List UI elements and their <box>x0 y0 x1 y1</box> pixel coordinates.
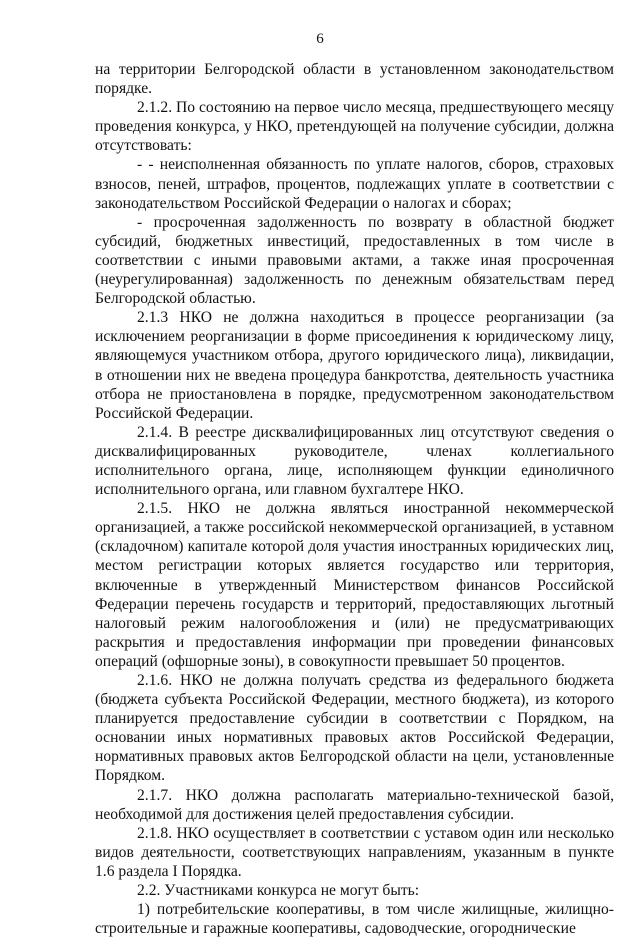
document-body <box>95 60 614 938</box>
paragraph: 2.1.8. НКО осуществляет в соответствии с уставом один или несколько видов деятельности, соответствующих направлениям, указанным в пункте 1.6 раздела I Порядка. <box>95 824 614 880</box>
paragraph: - - неисполненная обязанность по уплате налогов, сборов, страховых взносов, пеней, штрафов, процентов, подлежащих уплате в соответствии с законодательством Российской Федерации о налогах и сборах; <box>95 156 614 212</box>
paragraph: 2.1.4. В реестре дисквалифицированных лиц отсутствуют сведения о дисквалифицированных руководителе, членах коллегиального исполнительного органа, лице, исполняющем функции единоличного исполнительного органа, или главном бухгалтере НКО. <box>95 423 614 499</box>
paragraph: 2.1.6. НКО не должна получать средства из федерального бюджета (бюджета субъекта Российской Федерации, местного бюджета), из которого планируется предоставление субсидии в соответствии с Порядком, на основании иных нормативных правовых актов Российской Федерации, нормативных правовых актов Белгородской области на цели, установленные Порядком. <box>95 672 614 785</box>
paragraph: 2.1.3 НКО не должна находиться в процессе реорганизации (за исключением реорганизации в форме присоединения к юридическому лицу, являющемуся участником отбора, другого юридического лица), ликвидации, в отношении них не введена процедура банкротства, деятельность участника отбора не приостановлена в порядке, предусмотренном законодательством Российской Федерации. <box>95 309 614 422</box>
page-number: 6 <box>316 31 324 47</box>
paragraph: - просроченная задолженность по возврату в областной бюджет субсидий, бюджетных инвестиций, предоставленных в том числе в соответствии с иными правовыми актами, а также иная просроченная (неурегулированная) задолженность по денежным обязательствам перед Белгородской областью. <box>95 213 614 308</box>
paragraph: 2.1.5. НКО не должна являться иностранной некоммерческой организацией, а также российской некоммерческой организацией, в уставном (складочном) капитале которой доля участия иностранных юридических лиц, местом регистрации которых является государство или территория, включенные в утвержденный Министерством финансов Российской Федерации перечень государств и территорий, предоставляющих льготный налоговый режим налогообложения и (или) не предусматривающих раскрытия и предоставления информации при проведении финансовых операций (офшорные зоны), в совокупности превышает 50 процентов. <box>95 500 614 670</box>
paragraph: 2.1.7. НКО должна располагать материально-технической базой, необходимой для достижения целей предоставления субсидии. <box>95 786 614 823</box>
paragraph: 2.2. Участниками конкурса не могут быть: <box>137 882 420 900</box>
paragraph: 1) потребительские кооперативы, в том числе жилищные, жилищно-строительные и гаражные кооперативы, садоводческие, огороднические <box>95 901 614 938</box>
paragraph: 2.1.2. По состоянию на первое число месяца, предшествующего месяцу проведения конкурса, у НКО, претендующей на получение субсидии, должна отсутствовать: <box>95 99 614 155</box>
paragraph: на территории Белгородской области в установленном законодательством порядке. <box>95 61 614 98</box>
